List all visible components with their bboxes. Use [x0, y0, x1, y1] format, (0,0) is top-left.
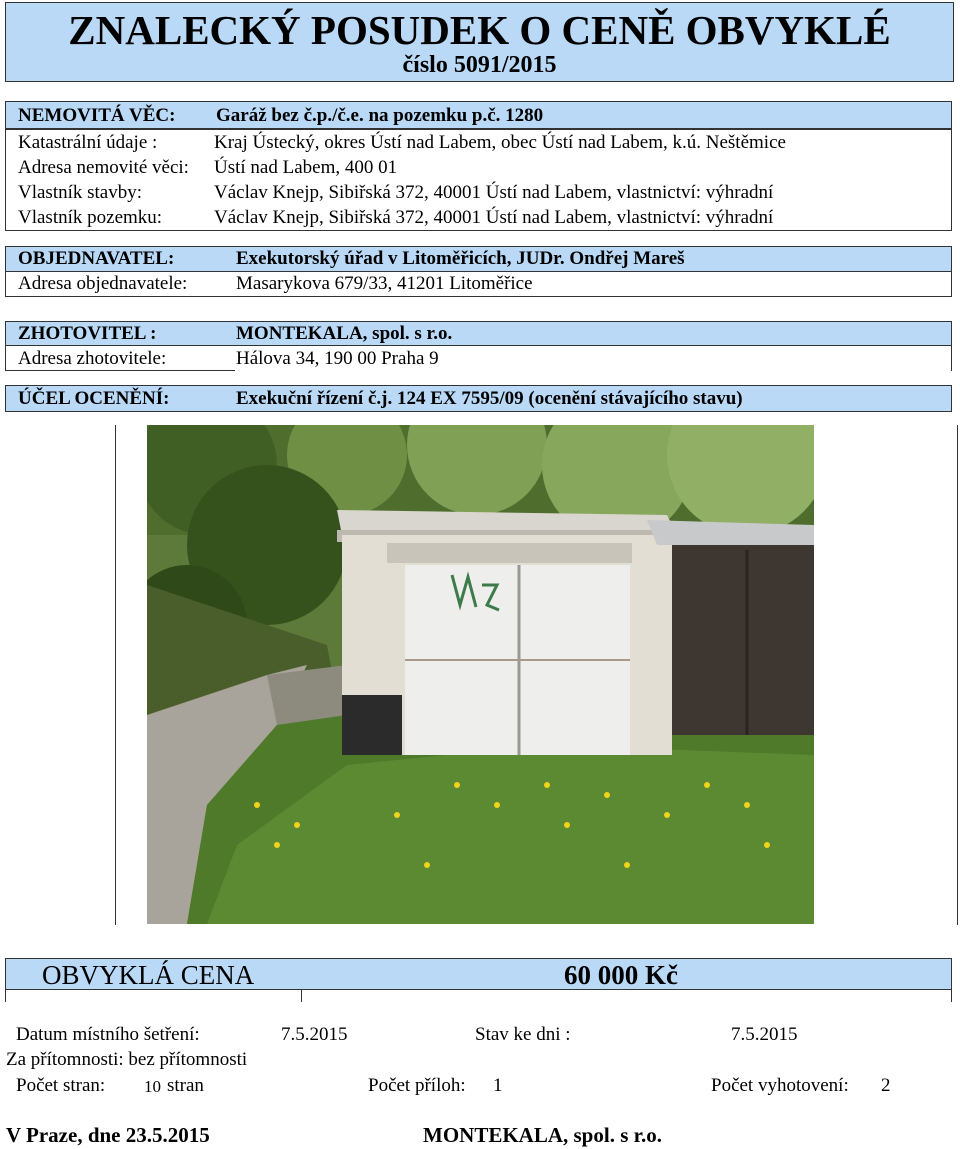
address-value: Ústí nad Labem, 400 01 — [214, 157, 398, 178]
divider — [301, 990, 302, 1002]
building-owner-label: Vlastník stavby: — [18, 182, 143, 203]
divider — [5, 321, 6, 371]
land-owner-label: Vlastník pozemku: — [18, 207, 163, 228]
divider — [5, 129, 952, 130]
divider — [951, 246, 952, 297]
client-value: Exekutorský úřad v Litoměřicích, JUDr. Ondřej Mareš — [236, 248, 685, 269]
attachments-label: Počet příloh: — [368, 1075, 466, 1096]
property-value: Garáž bez č.p./č.e. na pozemku p.č. 1280 — [216, 105, 544, 126]
divider — [5, 230, 952, 231]
pages-value: 10 — [144, 1077, 161, 1096]
garage-photo — [147, 425, 814, 924]
price-box — [5, 958, 952, 990]
signature-company: MONTEKALA, spol. s r.o. — [423, 1123, 663, 1147]
contractor-value: MONTEKALA, spol. s r.o. — [236, 323, 453, 344]
title-block — [5, 2, 954, 82]
client-address-value: Masarykova 679/33, 41201 Litoměřice — [236, 273, 533, 294]
document-title: ZNALECKÝ POSUDEK O CENĚ OBVYKLÉ — [68, 7, 891, 53]
contractor-label: ZHOTOVITEL : — [18, 323, 157, 344]
cadastral-value: Kraj Ústecký, okres Ústí nad Labem, obec Ústí nad Labem, k.ú. Neštěmice — [214, 132, 786, 153]
document-number: číslo 5091/2015 — [402, 52, 557, 78]
contractor-address-value: Hálova 34, 190 00 Praha 9 — [236, 348, 439, 369]
purpose-label: ÚČEL OCENĚNÍ: — [18, 388, 170, 409]
copies-value: 2 — [881, 1075, 891, 1096]
state-date: 7.5.2015 — [731, 1024, 798, 1045]
property-label: NEMOVITÁ VĚC: — [18, 105, 176, 126]
divider — [5, 101, 6, 231]
cadastral-label: Katastrální údaje : — [18, 132, 158, 153]
land-owner-value: Václav Knejp, Sibiřská 372, 40001 Ústí nad Labem, vlastnictví: výhradní — [214, 207, 774, 228]
place-date: V Praze, dne 23.5.2015 — [6, 1123, 210, 1147]
price-value: 60 000 Kč — [564, 960, 678, 990]
divider — [951, 990, 952, 1002]
divider — [957, 425, 958, 925]
pages-label: Počet stran: — [16, 1075, 106, 1096]
client-label: OBJEDNAVATEL: — [18, 248, 175, 269]
copies-label: Počet vyhotovení: — [711, 1075, 849, 1096]
inspection-date-label: Datum místního šetření: — [16, 1024, 200, 1045]
address-label: Adresa nemovité věci: — [18, 157, 189, 178]
purpose-value: Exekuční řízení č.j. 124 EX 7595/09 (ocenění stávajícího stavu) — [236, 388, 743, 409]
state-date-label: Stav ke dni : — [475, 1024, 571, 1045]
price-label: OBVYKLÁ CENA — [42, 960, 255, 990]
divider — [951, 321, 952, 371]
presence: Za přítomnosti: bez přítomnosti — [6, 1049, 248, 1070]
divider — [5, 990, 6, 1002]
divider — [5, 296, 952, 297]
building-owner-value: Václav Knejp, Sibiřská 372, 40001 Ústí nad Labem, vlastnictví: výhradní — [214, 182, 774, 203]
divider — [115, 425, 116, 925]
contractor-address-label: Adresa zhotovitele: — [18, 348, 167, 369]
attachments-value: 1 — [493, 1075, 503, 1096]
client-address-label: Adresa objednavatele: — [18, 273, 188, 294]
pages-unit: stran — [167, 1075, 204, 1096]
divider — [5, 246, 6, 297]
divider — [951, 101, 952, 231]
inspection-date: 7.5.2015 — [281, 1024, 348, 1045]
